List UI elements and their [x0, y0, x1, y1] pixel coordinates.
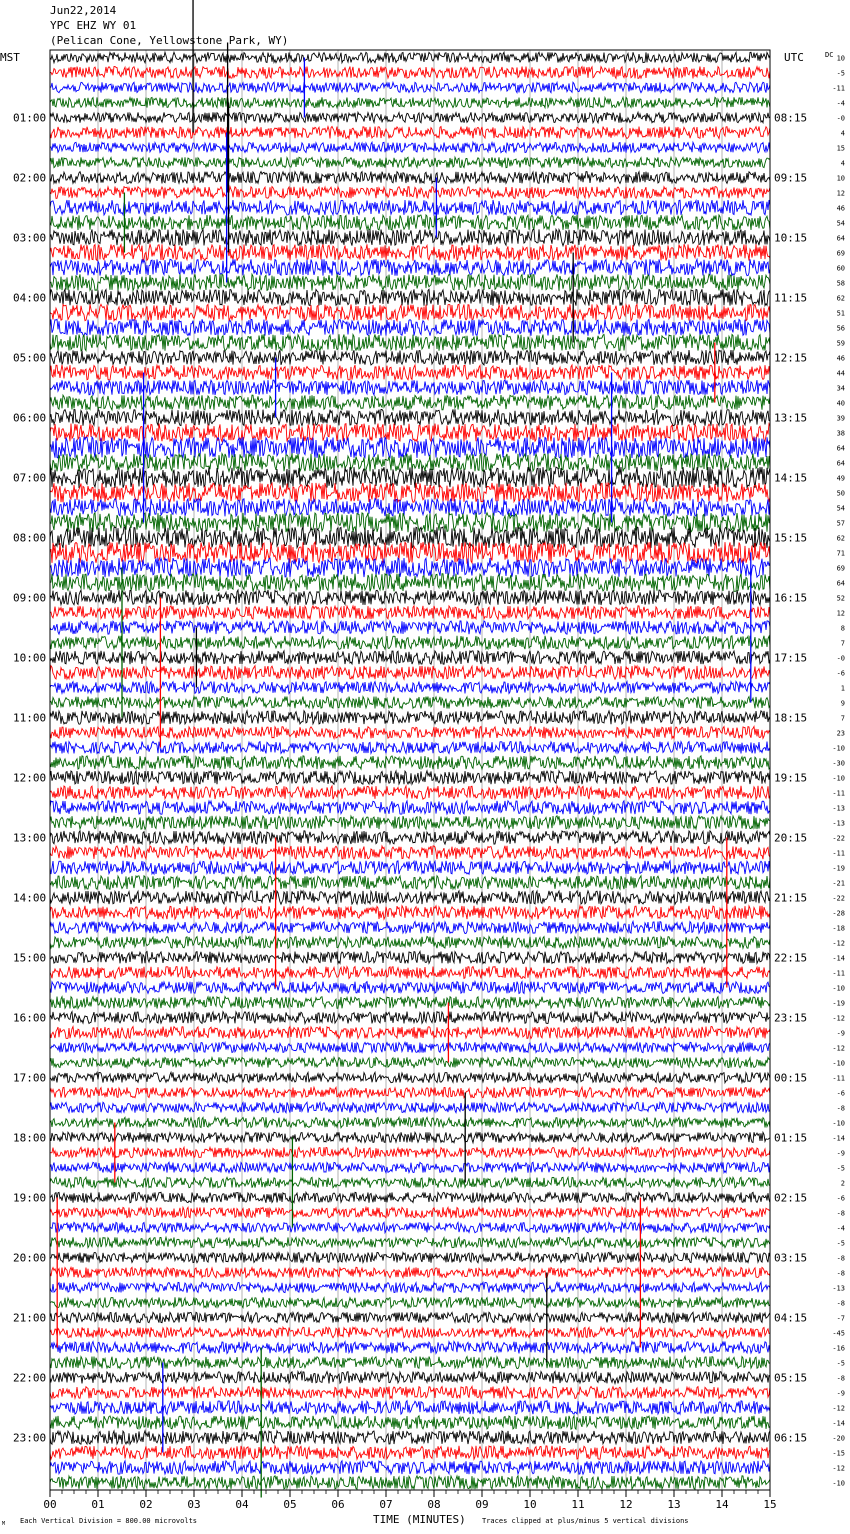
dc-offset-label: 46: [836, 354, 845, 363]
utc-hour-label: 19:15: [774, 771, 808, 785]
x-tick-label: 02: [139, 1498, 153, 1511]
date-label: Jun22,2014: [50, 4, 117, 17]
clip-note: Traces clipped at plus/minus 5 vertical divisions: [482, 1517, 689, 1525]
dc-offset-label: -16: [832, 1344, 845, 1353]
trace-row: [50, 97, 770, 107]
dc-offset-label: -19: [832, 864, 845, 873]
dc-offset-label: -12: [832, 1464, 845, 1473]
mst-hour-label: 13:00: [13, 831, 47, 845]
trace-row: [50, 1237, 770, 1247]
mst-hour-label: 09:00: [13, 591, 47, 605]
trace-group: [50, 52, 770, 1489]
trace-row: [50, 229, 770, 245]
utc-hour-label: 12:15: [774, 351, 808, 365]
x-tick-label: 10: [523, 1498, 537, 1511]
trace-row: [50, 697, 770, 709]
trace-row: [50, 1327, 770, 1337]
mst-axis-title: MST: [0, 51, 20, 64]
dc-offset-label: -5: [836, 1359, 845, 1368]
mst-hour-label: 15:00: [13, 951, 47, 965]
trace-row: [50, 756, 770, 769]
utc-hour-label: 21:15: [774, 891, 808, 905]
dc-offset-label: 39: [836, 414, 845, 423]
utc-hour-label: 00:15: [774, 1071, 808, 1085]
trace-row: [50, 1057, 770, 1067]
dc-offset-label: 64: [836, 444, 845, 453]
dc-offset-label: -6: [836, 1089, 845, 1098]
trace-row: [50, 967, 770, 979]
trace-row: [50, 1431, 770, 1444]
mst-hour-label: 03:00: [13, 231, 47, 245]
trace-row: [50, 666, 770, 679]
dc-offset-label: -12: [832, 1014, 845, 1023]
x-tick-label: 00: [43, 1498, 57, 1511]
dc-offset-label: -12: [832, 1044, 845, 1053]
trace-row: [50, 1387, 770, 1399]
trace-row: [50, 1012, 770, 1024]
trace-row: [50, 651, 770, 664]
dc-offset-label: -21: [832, 879, 845, 888]
dc-offset-label: -8: [836, 1299, 845, 1308]
dc-offset-label: -8: [836, 1374, 845, 1383]
trace-row: [50, 1372, 770, 1384]
location-label: (Pelican Cone, Yellowstone Park, WY): [50, 34, 289, 47]
dc-offset-label: 62: [836, 534, 845, 543]
mst-hour-label: 12:00: [13, 771, 47, 785]
dc-offset-label: -22: [832, 894, 845, 903]
dc-offset-label: 38: [836, 429, 845, 438]
dc-offset-labels: [832, 55, 845, 1488]
dc-offset-label: -28: [832, 909, 845, 918]
dc-offset-label: 4: [840, 159, 845, 168]
dc-offset-label: 56: [836, 324, 845, 333]
dc-offset-label: 64: [836, 234, 845, 243]
trace-row: [50, 1072, 770, 1082]
dc-offset-label: -10: [832, 744, 845, 753]
dc-offset-label: -30: [832, 759, 845, 768]
dc-offset-label: -11: [832, 849, 845, 858]
mst-hour-label: 08:00: [13, 531, 47, 545]
dc-offset-label: -15: [832, 1449, 845, 1458]
dc-offset-label: 34: [836, 384, 845, 393]
trace-row: [50, 1207, 770, 1217]
dc-offset-label: -13: [832, 819, 845, 828]
dc-offset-label: -9: [836, 1029, 845, 1038]
station-label: YPC EHZ WY 01: [50, 19, 137, 32]
trace-row: [50, 1027, 770, 1039]
dc-offset-label: -8: [836, 1254, 845, 1263]
dc-offset-label: 59: [836, 339, 845, 348]
x-tick-label: 01: [91, 1498, 105, 1511]
trace-row: [50, 1446, 770, 1459]
dc-offset-label: -13: [832, 804, 845, 813]
trace-row: [50, 52, 770, 62]
trace-row: [50, 1476, 770, 1489]
trace-row: [50, 891, 770, 904]
utc-hour-label: 23:15: [774, 1011, 808, 1025]
trace-row: [50, 682, 770, 694]
trace-row: [50, 1102, 770, 1112]
trace-row: [50, 711, 770, 724]
utc-hour-label: 18:15: [774, 711, 808, 725]
dc-offset-label: 15: [836, 144, 845, 153]
mst-hour-label: 02:00: [13, 171, 47, 185]
utc-hour-label: 14:15: [774, 471, 808, 485]
utc-hour-label: 11:15: [774, 291, 808, 305]
dc-offset-label: 58: [836, 279, 845, 288]
utc-hour-label: 09:15: [774, 171, 808, 185]
trace-row: [50, 846, 770, 859]
dc-offset-label: 40: [836, 399, 845, 408]
utc-hour-label: 06:15: [774, 1431, 808, 1445]
trace-row: [50, 1042, 770, 1052]
dc-offset-label: -6: [836, 669, 845, 678]
corner-mark: M: [2, 1521, 6, 1527]
dc-offset-label: -4: [836, 99, 845, 108]
trace-row: [50, 142, 770, 152]
utc-hour-label: 22:15: [774, 951, 808, 965]
dc-offset-label: -10: [832, 1059, 845, 1068]
dc-offset-label: -45: [832, 1329, 845, 1338]
dc-offset-label: -14: [832, 1134, 845, 1143]
trace-row: [50, 172, 770, 184]
x-axis-ticks: [43, 1490, 776, 1511]
trace-row: [50, 816, 770, 829]
utc-hour-label: 16:15: [774, 591, 808, 605]
x-tick-label: 12: [619, 1498, 633, 1511]
dc-offset-label: -8: [836, 1209, 845, 1218]
dc-offset-label: 52: [836, 594, 845, 603]
scale-note: Each Vertical Division = 800.00 microvolts: [20, 1517, 198, 1525]
trace-row: [50, 742, 770, 754]
dc-offset-label: 54: [836, 219, 845, 228]
dc-offset-label: -11: [832, 1074, 845, 1083]
trace-row: [50, 112, 770, 122]
dc-offset-label: 7: [840, 714, 845, 723]
x-tick-label: 09: [475, 1498, 489, 1511]
trace-row: [50, 1162, 770, 1172]
x-tick-label: 13: [667, 1498, 681, 1511]
trace-row: [50, 876, 770, 889]
trace-row: [50, 786, 770, 799]
x-tick-label: 06: [331, 1498, 345, 1511]
trace-row: [50, 409, 770, 425]
x-tick-label: 05: [283, 1498, 297, 1511]
dc-offset-label: 64: [836, 459, 845, 468]
trace-row: [50, 636, 770, 649]
trace-row: [50, 380, 770, 395]
utc-hour-label: 01:15: [774, 1131, 808, 1145]
trace-row: [50, 244, 770, 260]
trace-row: [50, 1222, 770, 1232]
trace-row: [50, 200, 770, 215]
mst-hour-label: 16:00: [13, 1011, 47, 1025]
trace-row: [50, 467, 770, 488]
utc-hour-label: 17:15: [774, 651, 808, 665]
trace-row: [50, 304, 770, 320]
dc-offset-label: -13: [832, 1284, 845, 1293]
trace-row: [50, 1357, 770, 1369]
trace-row: [50, 1461, 770, 1474]
dc-offset-label: -5: [836, 69, 845, 78]
dc-offset-label: 2: [840, 1179, 845, 1188]
dc-offset-label: 57: [836, 519, 845, 528]
trace-row: [50, 334, 770, 350]
dc-offset-label: 9: [840, 699, 845, 708]
trace-row: [50, 259, 770, 275]
trace-row: [50, 319, 770, 335]
trace-row: [50, 1342, 770, 1354]
x-tick-label: 04: [235, 1498, 249, 1511]
mst-hour-label: 10:00: [13, 651, 47, 665]
dc-offset-label: -11: [832, 969, 845, 978]
trace-row: [50, 801, 770, 814]
mst-hour-label: 07:00: [13, 471, 47, 485]
utc-hour-label: 04:15: [774, 1311, 808, 1325]
utc-hour-label: 05:15: [774, 1371, 808, 1385]
utc-hour-label: 15:15: [774, 531, 808, 545]
dc-offset-label: -5: [836, 1239, 845, 1248]
dc-offset-label: -9: [836, 1389, 845, 1398]
trace-row: [50, 395, 770, 410]
trace-row: [50, 1282, 770, 1292]
trace-row: [50, 1416, 770, 1429]
dc-offset-label: -19: [832, 999, 845, 1008]
utc-hour-label: 02:15: [774, 1191, 808, 1205]
dc-offset-label: 51: [836, 309, 845, 318]
trace-row: [50, 424, 770, 442]
mst-hour-label: 21:00: [13, 1311, 47, 1325]
trace-row: [50, 922, 770, 934]
x-tick-label: 08: [427, 1498, 441, 1511]
trace-row: [50, 1192, 770, 1202]
mst-hour-label: 05:00: [13, 351, 47, 365]
mst-hour-label: 18:00: [13, 1131, 47, 1145]
dc-offset-label: -8: [836, 1104, 845, 1113]
dc-offset-label: 62: [836, 294, 845, 303]
dc-offset-label: -14: [832, 954, 845, 963]
dc-offset-label: 10: [836, 174, 845, 183]
dc-offset-label: 46: [836, 204, 845, 213]
x-tick-label: 14: [715, 1498, 729, 1511]
trace-row: [50, 513, 770, 532]
x-tick-label: 03: [187, 1498, 201, 1511]
dc-offset-label: -11: [832, 789, 845, 798]
trace-row: [50, 771, 770, 784]
dc-offset-label: -7: [836, 1314, 845, 1323]
dc-offset-label: -14: [832, 1419, 845, 1428]
dc-offset-label: -12: [832, 939, 845, 948]
mst-hour-label: 20:00: [13, 1251, 47, 1265]
trace-row: [50, 1401, 770, 1414]
dc-offset-label: -6: [836, 1194, 845, 1203]
utc-hour-label: 13:15: [774, 411, 808, 425]
trace-row: [50, 982, 770, 994]
trace-row: [50, 1297, 770, 1307]
dc-offset-label: -9: [836, 1149, 845, 1158]
x-tick-label: 11: [571, 1498, 585, 1511]
dc-offset-label: 54: [836, 504, 845, 513]
trace-row: [50, 187, 770, 199]
dc-offset-label: 60: [836, 264, 845, 273]
trace-row: [50, 289, 770, 305]
dc-offset-label: 4: [840, 129, 845, 138]
trace-row: [50, 831, 770, 844]
dc-offset-label: -11: [832, 84, 845, 93]
trace-row: [50, 1252, 770, 1262]
utc-hour-label: 03:15: [774, 1251, 808, 1265]
dc-offset-label: 69: [836, 564, 845, 573]
dc-offset-label: -22: [832, 834, 845, 843]
dc-offset-label: -12: [832, 1404, 845, 1413]
trace-row: [50, 274, 770, 290]
mst-hour-labels: [13, 112, 46, 1445]
dc-offset-label: -10: [832, 984, 845, 993]
mst-hour-label: 11:00: [13, 711, 47, 725]
dc-offset-label: 8: [840, 624, 845, 633]
dc-offset-label: 64: [836, 579, 845, 588]
trace-row: [50, 350, 770, 365]
mst-hour-label: 17:00: [13, 1071, 47, 1085]
trace-row: [50, 483, 770, 502]
trace-row: [50, 1117, 770, 1127]
x-tick-label: 15: [763, 1498, 777, 1511]
trace-row: [50, 1267, 770, 1277]
mst-hour-label: 01:00: [13, 111, 47, 125]
trace-row: [50, 365, 770, 380]
dc-offset-label: 71: [836, 549, 845, 558]
dc-offset-label: 69: [836, 249, 845, 258]
x-axis-title: TIME (MINUTES): [373, 1513, 466, 1526]
dc-offset-label: -0: [836, 114, 845, 123]
trace-row: [50, 1177, 770, 1187]
trace-row: [50, 67, 770, 79]
trace-row: [50, 127, 770, 139]
utc-hour-label: 10:15: [774, 231, 808, 245]
trace-row: [50, 1147, 770, 1157]
mst-hour-label: 04:00: [13, 291, 47, 305]
trace-row: [50, 906, 770, 919]
dc-offset-label: -18: [832, 924, 845, 933]
dc-offset-label: 44: [836, 369, 845, 378]
mst-hour-label: 14:00: [13, 891, 47, 905]
dc-offset-label: -20: [832, 1434, 845, 1443]
mst-hour-label: 19:00: [13, 1191, 47, 1205]
dc-offset-label: -5: [836, 1164, 845, 1173]
utc-hour-label: 20:15: [774, 831, 808, 845]
dc-offset-label: 12: [836, 189, 845, 198]
trace-row: [50, 157, 770, 167]
dc-offset-label: -10: [832, 1119, 845, 1128]
trace-row: [50, 997, 770, 1009]
dc-offset-label: -10: [832, 1479, 845, 1488]
trace-row: [50, 215, 770, 230]
dc-offset-label: 49: [836, 474, 845, 483]
dc-offset-label: 12: [836, 609, 845, 618]
dc-offset-label: 23: [836, 729, 845, 738]
mst-hour-label: 06:00: [13, 411, 47, 425]
dc-offset-label: -0: [836, 654, 845, 663]
mst-hour-label: 22:00: [13, 1371, 47, 1385]
dc-header: DC: [825, 51, 834, 59]
dc-offset-label: -10: [832, 774, 845, 783]
trace-row: [50, 621, 770, 634]
dc-offset-label: 1: [840, 684, 845, 693]
dc-offset-label: 7: [840, 639, 845, 648]
trace-row: [50, 952, 770, 964]
trace-row: [50, 1312, 770, 1322]
trace-row: [50, 727, 770, 739]
utc-hour-labels: [774, 112, 807, 1445]
trace-row: [50, 1087, 770, 1097]
trace-row: [50, 590, 770, 605]
trace-row: [50, 1132, 770, 1142]
dc-offset-label: 50: [836, 489, 845, 498]
trace-row: [50, 527, 770, 548]
trace-row: [50, 861, 770, 874]
utc-hour-label: 08:15: [774, 111, 808, 125]
x-tick-label: 07: [379, 1498, 393, 1511]
dc-offset-label: -4: [836, 1224, 845, 1233]
utc-axis-title: UTC: [784, 51, 804, 64]
dc-offset-label: -8: [836, 1269, 845, 1278]
trace-row: [50, 606, 770, 619]
dc-offset-label: 10: [836, 54, 845, 63]
trace-row: [50, 82, 770, 92]
mst-hour-label: 23:00: [13, 1431, 47, 1445]
trace-row: [50, 937, 770, 949]
